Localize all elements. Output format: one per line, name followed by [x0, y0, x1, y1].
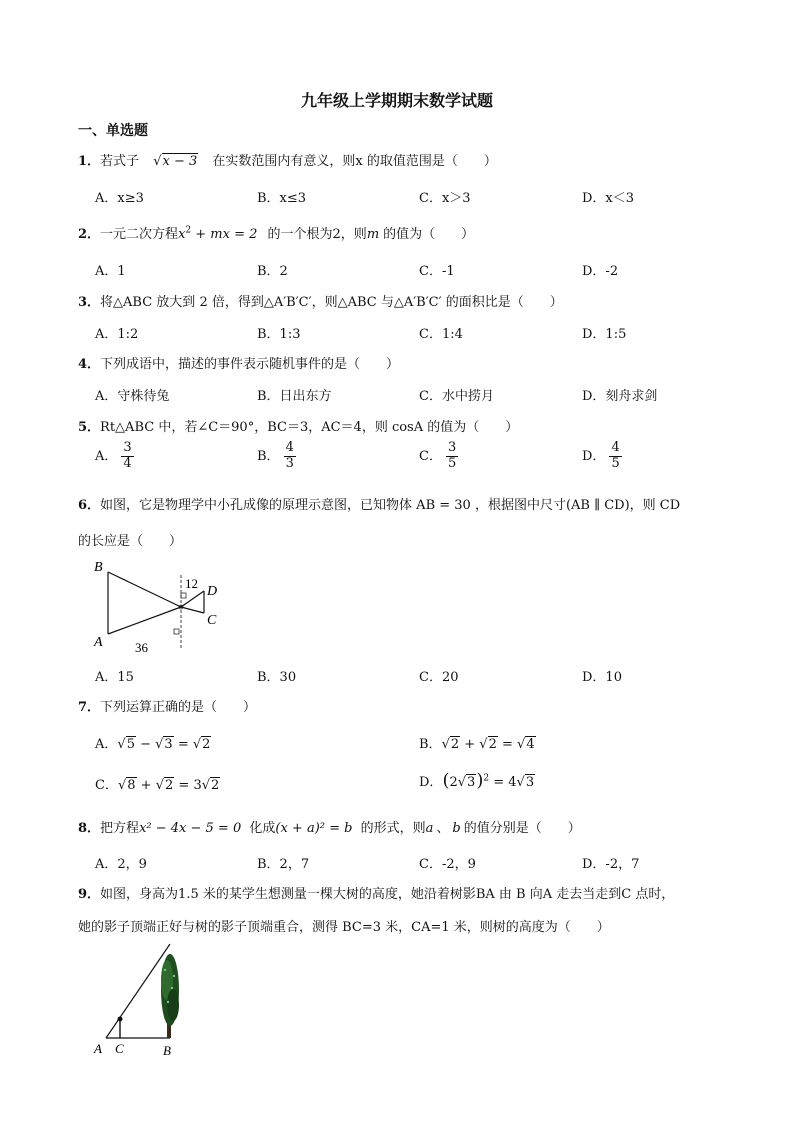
question-number: 8． [78, 821, 101, 836]
q2-option-a[interactable]: A．1 [95, 264, 126, 279]
equation-rest: + mx = 2 [191, 227, 258, 242]
radicand: 3 [467, 775, 476, 790]
question-3 [78, 291, 563, 310]
label-c: C [207, 613, 217, 628]
numerator: 3 [447, 440, 457, 455]
q6-option-b[interactable]: B．30 [257, 670, 297, 685]
q1-option-d[interactable]: D．x＜3 [582, 191, 635, 206]
question-8-tail: 的值分别是（ ） [463, 821, 581, 836]
radicand: 2 [202, 737, 211, 752]
label-d: D [207, 584, 218, 599]
denominator: 3 [285, 455, 294, 471]
q5-option-b[interactable] [257, 441, 296, 472]
fraction [609, 441, 621, 472]
question-5-text: Rt△ABC 中，若∠C＝90°，BC＝3，AC＝4，则 cosA 的值为（ ） [100, 420, 519, 435]
separator: 、 [436, 821, 450, 836]
radicand: 2 [164, 778, 174, 793]
question-1 [78, 150, 497, 169]
label-a: A [94, 1041, 102, 1056]
q8-option-b[interactable]: B．2，7 [257, 857, 310, 872]
numerator: 4 [285, 440, 294, 455]
target-form: (x + a)² = b [275, 821, 353, 836]
denominator: 4 [123, 455, 132, 471]
q2-option-d[interactable]: D．-2 [582, 264, 619, 279]
question-2: 2．一元二次方程$x^2$ + mx = 2 的一个根为2，则m 的值为（ ） [78, 225, 475, 242]
question-9-line-1: 如图，身高为1.5 米的某学生想测量一棵大树的高度，她沿着树影BA 由 B 向A 走去当走到C 点时， [100, 887, 675, 902]
label-a: A [94, 635, 103, 650]
dimension-12: 12 [185, 576, 198, 591]
question-number: 6． [78, 498, 101, 513]
coefficient: 3 [193, 778, 202, 793]
question-3-text: 将△ABC 放大到 2 倍，得到△A′B′C′，则△ABC 与△A′B′C′ 的面积比是（ ） [100, 295, 563, 310]
dimension-36: 36 [135, 640, 148, 655]
label-c: C [115, 1041, 124, 1056]
q7-option-b[interactable]: B．√2 + √2 = √4 [419, 737, 535, 752]
radicand: 5 [126, 737, 135, 752]
question-9 [78, 883, 674, 902]
q8-option-c[interactable]: C．-2，9 [419, 857, 476, 872]
option-label: D． [582, 448, 606, 464]
q5-option-c[interactable] [419, 441, 458, 472]
numerator: 3 [123, 440, 132, 455]
q3-option-c[interactable]: C．1:4 [419, 327, 463, 342]
label-b: B [163, 1043, 171, 1058]
question-number: 5． [78, 420, 101, 435]
coefficient: 4 [508, 775, 517, 790]
question-number: 4． [78, 357, 101, 372]
question-6 [78, 494, 680, 513]
sqrt-expression: √x − 3 [153, 154, 198, 169]
q4-option-d[interactable]: D．刻舟求剑 [582, 389, 658, 404]
q1-option-c[interactable]: C．x＞3 [419, 191, 471, 206]
question-number: 1． [78, 154, 101, 169]
equation-x: x [178, 227, 186, 242]
radicand: 2 [211, 778, 220, 793]
question-number: 3． [78, 295, 101, 310]
tree-shadow-figure [88, 940, 198, 1060]
question-8 [78, 817, 581, 836]
q8-option-a[interactable]: A．2，9 [95, 857, 147, 872]
radicand: 4 [526, 737, 535, 752]
coefficient: 2 [449, 775, 458, 790]
option-label: C． [419, 448, 442, 464]
q6-option-c[interactable]: C．20 [419, 670, 459, 685]
q4-option-c[interactable]: C．水中捞月 [419, 389, 494, 404]
option-label: D． [419, 775, 443, 790]
fraction [284, 441, 296, 472]
exponent: 2 [483, 773, 490, 784]
fraction [446, 441, 458, 472]
numerator: 4 [611, 440, 620, 455]
q5-option-a[interactable] [95, 441, 134, 472]
question-8-text-post: 的形式，则 [360, 821, 426, 836]
question-4-text: 下列成语中，描述的事件表示随机事件的是（ ） [100, 357, 400, 372]
q2-option-b[interactable]: B．2 [257, 264, 288, 279]
option-label: B． [419, 737, 442, 752]
radicand: 2 [450, 737, 460, 752]
question-8-text-mid: 化成 [249, 821, 276, 836]
question-2-text-pre: 一元二次方程 [100, 227, 179, 242]
question-2-tail: 的值为（ ） [383, 227, 475, 242]
radicand: 8 [127, 778, 136, 793]
variable-b: b [452, 821, 461, 836]
q2-option-c[interactable]: C．-1 [419, 264, 455, 279]
variable-m: m [366, 227, 380, 242]
option-label: A． [95, 737, 118, 752]
q8-option-d[interactable]: D．-2，7 [582, 857, 640, 872]
question-6-line-2: 的长应是（ ） [78, 534, 183, 549]
q4-option-a[interactable]: A．守株待兔 [95, 389, 170, 404]
radicand: 2 [488, 737, 497, 752]
radicand: 3 [164, 737, 173, 752]
question-number: 2． [78, 227, 101, 242]
question-1-text-post: 在实数范围内有意义，则x 的取值范围是（ ） [212, 154, 497, 169]
question-number: 9． [78, 887, 101, 902]
q7-option-c[interactable]: C．√8 + √2 = 3√2 [95, 778, 220, 793]
denominator: 5 [611, 455, 620, 471]
pinhole-figure [88, 555, 228, 655]
tree-icon [161, 954, 179, 1038]
section-heading: 一、单选题 [78, 123, 148, 139]
q6-option-d[interactable]: D．10 [582, 670, 622, 685]
question-9-line-2: 她的影子顶端正好与树的影子顶端重合，测得 BC=3 米，CA=1 米，则树的高度为（ ） [78, 920, 610, 935]
q1-option-b[interactable]: B．x≤3 [257, 191, 307, 206]
question-2-text-post: 的一个根为2，则 [267, 227, 367, 242]
option-label: A． [95, 448, 118, 464]
q4-option-b[interactable]: B．日出东方 [257, 389, 332, 404]
variable-a: a [425, 821, 434, 836]
question-6-line-1: 如图，它是物理学中小孔成像的原理示意图，已知物体 AB = 30 ，根据图中尺寸(AB ∥ CD)，则 CD [100, 498, 681, 513]
question-7-text: 下列运算正确的是（ ） [100, 700, 257, 715]
option-label: C． [95, 778, 118, 793]
equation: x² − 4x − 5 = 0 [139, 821, 242, 836]
question-number: 7． [78, 700, 101, 715]
q7-option-d[interactable]: D．$(2√3)^2 = 4√3$ [419, 770, 535, 791]
fraction [121, 441, 133, 472]
q5-option-d[interactable] [582, 441, 622, 472]
question-5 [78, 416, 518, 435]
page-title: 九年级上学期期末数学试题 [300, 91, 493, 110]
question-1-text-pre: 若式子 [100, 154, 140, 169]
question-4 [78, 353, 399, 372]
q3-option-b[interactable]: B．1:3 [257, 327, 301, 342]
label-b: B [94, 560, 103, 575]
q3-option-a[interactable]: A．1:2 [95, 327, 139, 342]
q3-option-d[interactable]: D．1:5 [582, 327, 627, 342]
q1-option-a[interactable]: A．x≥3 [95, 191, 144, 206]
option-label: B． [257, 448, 280, 464]
q6-option-a[interactable]: A．15 [95, 670, 134, 685]
question-8-text-pre: 把方程 [100, 821, 140, 836]
radicand: 3 [525, 775, 535, 790]
question-7 [78, 696, 256, 715]
q7-option-a[interactable]: A．√5 − √3 = √2 [95, 737, 211, 752]
radicand: x − 3 [162, 154, 198, 169]
denominator: 5 [447, 455, 457, 471]
